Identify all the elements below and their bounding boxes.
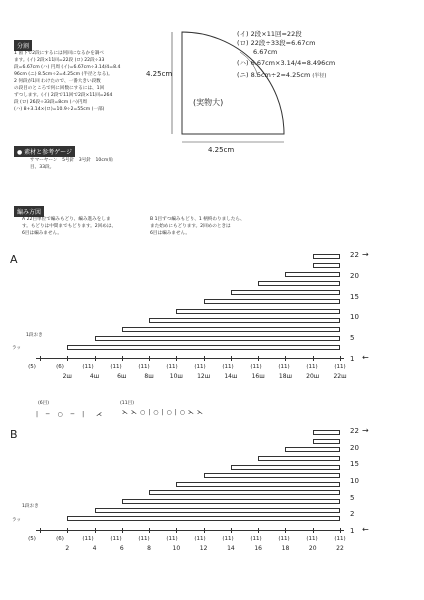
symbol-row-2-glyphs: ⋋⋋○|○|○|○⋋⋋	[122, 409, 207, 416]
row-label: 20	[350, 271, 359, 280]
column-count: (5)	[28, 536, 36, 542]
split-line: ます。(イ) 2段×11回=22段 (ロ) 22段÷33	[14, 58, 105, 63]
symbol-row-1-label: (6目)	[38, 401, 50, 406]
actual-size-label: (実物大)	[193, 98, 224, 107]
formula-note: (半径)	[312, 73, 327, 79]
stitch-row-bar	[149, 490, 340, 495]
column-number: 12ш	[197, 373, 211, 380]
column-number: 6	[119, 545, 124, 552]
split-line: ずつします。(イ) 2段で11回で2段×11回=264	[14, 93, 113, 98]
chart-tick	[40, 528, 41, 533]
formula-line: (ニ) 8.5cm÷2=4.25cm	[237, 71, 311, 79]
column-number: 14ш	[224, 373, 238, 380]
column-count: (11)	[110, 364, 122, 370]
split-line: (ハ) 8+3.14×(ロ)=10.9÷2=55cm (一部)	[14, 107, 105, 112]
arrow-right-icon: →	[362, 426, 369, 435]
column-number: 12	[199, 545, 208, 552]
row-label: 10	[350, 477, 359, 485]
column-number: 8	[147, 545, 151, 552]
method-line: 6目は編みません。	[150, 231, 190, 236]
stitch-row-bar	[258, 456, 340, 461]
stitch-row-bar	[67, 516, 340, 521]
column-count: (11)	[166, 536, 178, 542]
material-line: 目、33段。	[30, 165, 55, 170]
split-line: 96cm (ニ) 8.5cm÷2=4.25cm (半径となる)。	[14, 72, 113, 77]
column-count: (11)	[138, 536, 150, 542]
row-label: 10	[350, 313, 359, 322]
chart-tick	[149, 528, 150, 533]
column-count: (11)	[110, 536, 122, 542]
method-header: 編み方図	[14, 206, 44, 217]
column-count: (11)	[194, 536, 206, 542]
column-number: 6ш	[117, 373, 127, 380]
column-number: 10	[172, 545, 181, 552]
split-line: の段目のところで何に回数にするには、1回	[14, 86, 105, 91]
chart-tick	[313, 528, 314, 533]
chart-tick	[95, 528, 96, 533]
chart-tick	[67, 528, 68, 533]
column-count: (11)	[222, 536, 234, 542]
column-count: (11)	[166, 364, 178, 370]
column-number: 16	[254, 545, 262, 552]
arrow-left-icon: ←	[362, 353, 369, 362]
section-material-header: ● 素材と参考ゲージ	[14, 146, 75, 157]
material-header-text: 素材と参考ゲージ	[24, 149, 73, 156]
row-label: 2	[350, 510, 355, 519]
chart-tick	[204, 528, 205, 533]
row-label: 22	[350, 251, 359, 259]
split-line: 2 何段が1回 わけたので、一番大きい段数	[14, 79, 101, 84]
chart-a-start-label: 1段おき	[26, 333, 43, 338]
column-number: 18ш	[278, 373, 293, 380]
split-line: 1 箇下で2段にするには何回になるかを調べ	[14, 51, 104, 56]
stitch-row-bar	[313, 430, 340, 435]
formula-line: 6.67cm	[253, 48, 278, 56]
chart-a-side-label: ラッ	[12, 346, 22, 351]
column-count: (11)	[278, 536, 290, 542]
column-number: 20ш	[306, 373, 320, 380]
symbol-row-2-label: (11目)	[120, 401, 135, 406]
formula-line: (ハ) 6.67cm×3.14/4=8.496cm	[237, 59, 336, 67]
column-number: 22	[336, 545, 344, 552]
split-line: 段=6.67cm (ハ) 円周 (イ)=6.67cm÷3.14/4=8.4	[14, 65, 121, 70]
chart-baseline	[36, 530, 344, 531]
chart-b-side-label: ラッ	[12, 518, 22, 523]
formula-line: (イ) 2段×11回=22段	[237, 30, 302, 38]
column-number: 4	[92, 545, 97, 552]
column-number: 2ш	[62, 373, 72, 380]
column-count: (11)	[82, 536, 94, 542]
column-count: (6)	[56, 536, 64, 542]
row-label: 1	[350, 355, 355, 363]
method-line: B 1目ずつ編みもどり、1 柄終わりましたら、	[150, 217, 245, 222]
row-label: 20	[350, 443, 359, 452]
chart-tick	[258, 528, 259, 533]
chart-tick	[122, 528, 123, 533]
stitch-row-bar	[176, 482, 340, 487]
stitch-row-bar	[285, 447, 340, 452]
row-label: 5	[350, 334, 355, 343]
row-label: 1	[350, 527, 355, 535]
method-line: A 22目単位で編みもどり、編み進みをしま	[22, 217, 111, 222]
row-label: 5	[350, 493, 355, 502]
arrow-right-icon: →	[362, 250, 369, 259]
stitch-row-bar	[204, 473, 340, 478]
column-count: (11)	[250, 364, 262, 370]
column-count: (11)	[278, 364, 290, 370]
column-count: (6)	[56, 364, 64, 370]
column-number: 20	[308, 545, 317, 552]
stitch-row-bar	[313, 439, 340, 444]
column-count: (11)	[250, 536, 262, 542]
column-number: 2	[65, 545, 70, 552]
column-count: (11)	[306, 536, 318, 542]
split-line: 段 (ロ) 26段÷33段=8cm (ハ)円周	[14, 100, 88, 105]
column-count: (5)	[28, 364, 36, 370]
column-count: (11)	[82, 364, 94, 370]
section-split-header: 分割	[14, 40, 32, 51]
column-number: 22ш	[333, 373, 347, 380]
chart-tick	[285, 528, 286, 533]
column-count: (11)	[334, 536, 346, 542]
column-count: (11)	[194, 364, 206, 370]
chart-tick	[340, 528, 341, 533]
stitch-row-bar	[95, 508, 340, 513]
column-count: (11)	[222, 364, 234, 370]
chart-tick	[176, 528, 177, 533]
column-count: (11)	[138, 364, 150, 370]
material-line: サマーヤーン 5号針 3号針 10cm角	[30, 158, 113, 163]
chart-a-label: A	[10, 253, 18, 266]
method-line: また始めにもどります。2回めのときは	[150, 224, 231, 229]
chart-tick	[231, 528, 232, 533]
stitch-row-bar	[122, 499, 340, 504]
stitch-row-bar	[231, 465, 340, 470]
dim-bottom-label: 4.25cm	[208, 146, 235, 154]
chart-b-start-label: 1段おき	[22, 504, 39, 509]
column-number: 4ш	[89, 373, 100, 380]
row-label: 15	[350, 292, 359, 301]
row-label: 15	[350, 460, 359, 469]
row-label: 22	[350, 427, 359, 435]
column-number: 16ш	[251, 373, 265, 380]
column-number: 18	[281, 545, 290, 552]
column-number: 10ш	[169, 373, 183, 380]
column-count: (11)	[334, 364, 346, 370]
column-count: (11)	[306, 364, 318, 370]
arrow-left-icon: ←	[362, 525, 369, 534]
method-line: す。もどりは中間までもどります。2回めは、	[22, 224, 117, 229]
chart-b-label: B	[10, 428, 18, 441]
dim-left-label: 4.25cm	[146, 70, 173, 78]
symbol-row-1-glyphs: | ─ ○ ─ | ⋌	[36, 411, 106, 418]
formula-line: (ロ) 22段÷33段=6.67cm	[237, 39, 316, 47]
method-line: 6目は編みません。	[22, 231, 62, 236]
column-number: 8ш	[144, 373, 154, 380]
column-number: 14	[227, 545, 235, 552]
